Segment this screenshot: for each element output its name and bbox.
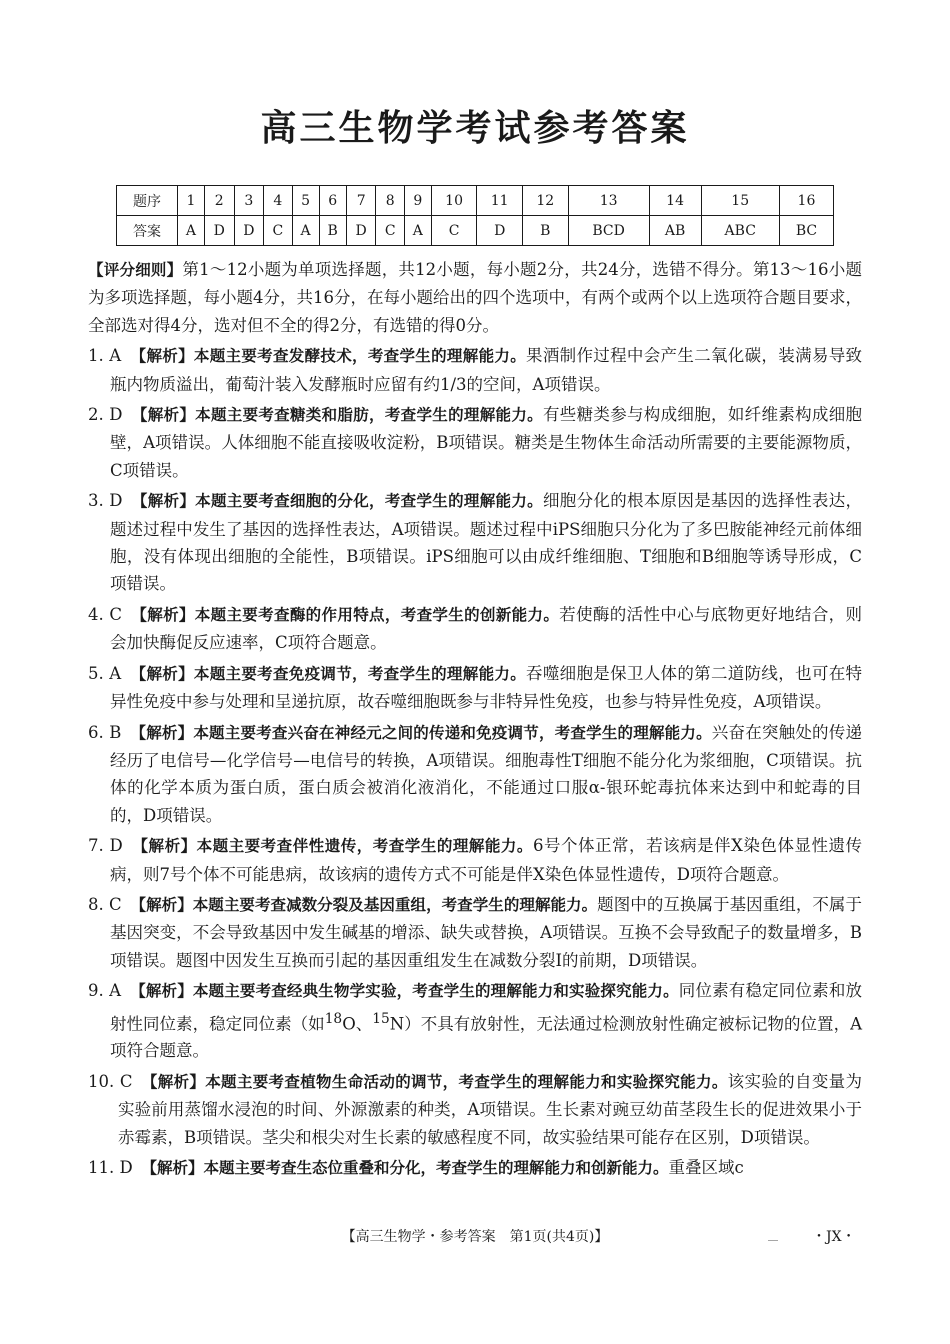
explanation-item-7: [88, 832, 862, 888]
table-cell: 4: [264, 186, 292, 216]
isotope-mass-number: 18: [324, 1010, 343, 1027]
explanation-item-2: [88, 401, 862, 484]
item-number: 3. D: [88, 491, 123, 511]
table-cell: D: [204, 216, 234, 246]
item-text: 题图中的互换属于基因重组，不属于基因突变，不会导致基因中发生碱基的增添、缺失或替换，A项错误。互换不会导致配子的数量增多，B项错误。题图中因发生互换而引起的基因重组发生在减数分裂Ⅰ的前期，D项错误。: [110, 894, 862, 970]
table-cell: 15: [701, 186, 779, 216]
item-number: 4. C: [88, 604, 122, 624]
item-number: 1. A: [88, 346, 122, 366]
item-topic: 【解析】本题主要考查兴奋在神经元之间的传递和免疫调节，考查学生的理解能力。: [138, 723, 712, 742]
table-cell: 16: [779, 186, 833, 216]
item-number: 7. D: [88, 836, 123, 856]
table-cell: 8: [376, 186, 404, 216]
table-cell: 7: [346, 186, 376, 216]
item-number: 8. C: [88, 894, 122, 914]
table-cell: 13: [568, 186, 649, 216]
footer-mark: __: [768, 1230, 778, 1241]
item-text: 重叠区域c: [668, 1158, 744, 1178]
item-text: 有些糖类参与构成细胞，如纤维素构成细胞壁，A项错误。人体细胞不能直接吸收淀粉，B项错误。糖类是生物体生命活动所需要的主要能源物质，C项错误。: [110, 405, 863, 480]
table-cell: A: [404, 216, 431, 246]
item-number: 9. A: [88, 981, 122, 1001]
table-row-numbers: [117, 186, 834, 216]
item-topic: 【解析】本题主要考查伴性遗传，考查学生的理解能力。: [140, 837, 533, 856]
table-cell: C: [376, 216, 404, 246]
page-title: 高三生物学考试参考答案: [260, 108, 690, 149]
scoring-label: 【评分细则】: [88, 261, 183, 279]
table-cell: 2: [204, 186, 234, 216]
table-cell: D: [234, 216, 264, 246]
table-cell: A: [178, 216, 205, 246]
table-cell: 1: [178, 186, 205, 216]
table-header-answer: 答案: [117, 216, 178, 246]
table-cell: 5: [292, 186, 319, 216]
explanation-item-5: [88, 660, 862, 716]
explanation-item-1: [88, 342, 862, 398]
isotope-mass-number: 15: [372, 1010, 390, 1027]
item-topic: 【解析】本题主要考查减数分裂及基因重组，考查学生的理解能力。: [138, 895, 598, 914]
item-text: 同位素有稳定同位素和放射性同位素，稳定同位素（如: [110, 981, 863, 1034]
item-number: 10. C: [88, 1071, 133, 1091]
table-cell: 11: [477, 186, 523, 216]
table-cell: C: [264, 216, 292, 246]
item-topic: 【解析】本题主要考查经典生物学实验，考查学生的理解能力和实验探究能力。: [137, 982, 679, 1001]
footer-code: ・JX・: [812, 1229, 856, 1245]
item-text: 细胞分化的根本原因是基因的选择性表达，题述过程中发生了基因的选择性表达，A项错误。题述过程中iPS细胞只分化为了多巴胺能神经元前体细胞，没有体现出细胞的全能性，B项错误。iPS细胞可以由成纤维细胞、T细胞和B细胞等诱导形成，C项错误。: [110, 491, 863, 594]
item-topic: 【解析】本题主要考查免疫调节，考查学生的理解能力。: [138, 664, 527, 683]
table-cell: B: [522, 216, 568, 246]
table-cell: AB: [649, 216, 701, 246]
item-text: 果酒制作过程中会产生二氧化碳，装满易导致瓶内物质溢出，葡萄汁装入发酵瓶时应留有约1/3的空间，A项错误。: [110, 346, 863, 394]
explanation-item-3: [88, 487, 862, 598]
table-cell: B: [319, 216, 346, 246]
table-cell: BC: [779, 216, 833, 246]
explanation-item-8: [88, 891, 862, 974]
item-topic: 【解析】本题主要考查发酵技术，考查学生的理解能力。: [138, 347, 527, 366]
table-cell: 3: [234, 186, 264, 216]
table-cell: 10: [431, 186, 477, 216]
item-text: 该实验的自变量为实验前用蒸馏水浸泡的时间、外源激素的种类，A项错误。生长素对豌豆幼苗茎段生长的促进效果小于赤霉素，B项错误。茎尖和根尖对生长素的敏感程度不同，故实验结果可能存在区别，D项错误。: [118, 1071, 862, 1147]
explanation-item-10: [88, 1068, 862, 1151]
item-topic: 【解析】本题主要考查生态位重叠和分化，考查学生的理解能力和创新能力。: [149, 1159, 669, 1178]
answer-table: [116, 185, 834, 246]
explanation-item-11: [88, 1154, 862, 1182]
item-text: 兴奋在突触处的传递经历了电信号—化学信号—电信号的转换，A项错误。细胞毒性T细胞不能分化为浆细胞，C项错误。抗体的化学本质为蛋白质，蛋白质会被消化液消化，不能通过口服α-银环蛇毒抗体来达到中和蛇毒的目的，D项错误。: [110, 722, 862, 825]
explanation-item-4: [88, 601, 862, 657]
explanation-item-6: [88, 719, 862, 830]
item-number: 5. A: [88, 663, 122, 683]
item-number: 6. B: [88, 722, 122, 742]
item-topic: 【解析】本题主要考查细胞的分化，考查学生的理解能力。: [139, 492, 543, 511]
item-text: O、: [342, 1014, 373, 1034]
table-cell: BCD: [568, 216, 649, 246]
item-topic: 【解析】本题主要考查植物生命活动的调节，考查学生的理解能力和实验探究能力。: [149, 1072, 728, 1091]
table-cell: 6: [319, 186, 346, 216]
table-cell: A: [292, 216, 319, 246]
item-number: 11. D: [88, 1158, 133, 1178]
footer-page-info: 【高三生物学・参考答案 第1页(共4页)】: [341, 1229, 609, 1245]
item-topic: 【解析】本题主要考查糖类和脂肪，考查学生的理解能力。: [139, 406, 543, 425]
item-text: 若使酶的活性中心与底物更好地结合，则会加快酶促反应速率，C项符合题意。: [110, 604, 862, 653]
table-cell: 14: [649, 186, 701, 216]
table-header-question-number: 题序: [117, 186, 178, 216]
scoring-text: 第1～12小题为单项选择题，共12小题，每小题2分，共24分，选错不得分。第13～16小题为多项选择题，每小题4分，共16分，在每小题给出的四个选项中，有两个或两个以上选项符合题目要求，全部选对得4分，选对但不全的得2分，有选错的得0分。: [88, 260, 862, 335]
item-topic: 【解析】本题主要考查酶的作用特点，考查学生的创新能力。: [139, 605, 560, 624]
explanation-item-9: [88, 977, 862, 1065]
table-cell: C: [431, 216, 477, 246]
item-text: 6号个体正常，若该病是伴X染色体显性遗传病，则7号个体不可能患病，故该病的遗传方式不可能是伴X染色体显性遗传，D项符合题意。: [110, 836, 863, 884]
table-cell: ABC: [701, 216, 779, 246]
table-cell: D: [346, 216, 376, 246]
table-cell: 9: [404, 186, 431, 216]
item-text: 吞噬细胞是保卫人体的第二道防线，也可在特异性免疫中参与处理和呈递抗原，故吞噬细胞既参与非特异性免疫，也参与特异性免疫，A项错误。: [110, 663, 863, 712]
answer-explanations: [88, 256, 862, 1186]
table-row-answers: [117, 216, 834, 246]
table-cell: D: [477, 216, 523, 246]
scoring-rules: [88, 256, 862, 339]
table-cell: 12: [522, 186, 568, 216]
item-text: N）不具有放射性，无法通过检测放射性确定被标记物的位置，A项符合题意。: [110, 1014, 863, 1061]
item-number: 2. D: [88, 405, 123, 425]
